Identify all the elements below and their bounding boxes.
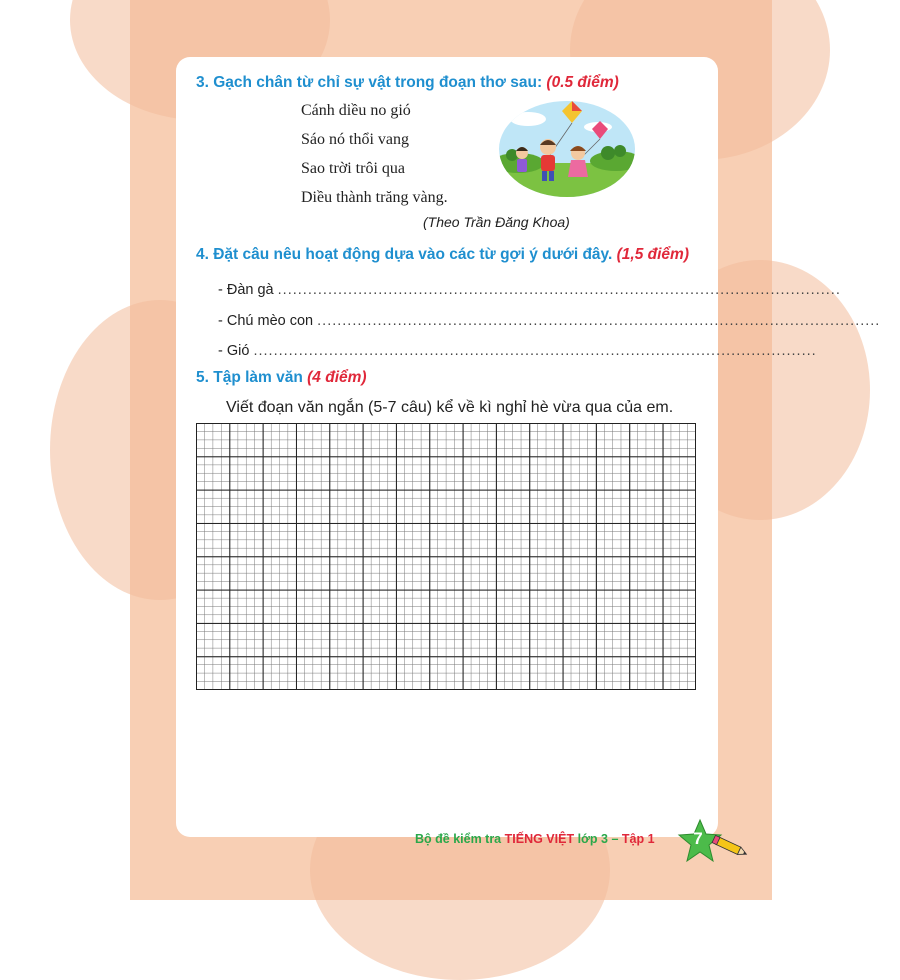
footer-volume: Tập 1 xyxy=(621,832,655,846)
exercise-line-3[interactable] xyxy=(218,343,817,359)
question-4-title xyxy=(196,246,689,264)
answer-blank-1[interactable]: ................................................................................................................ xyxy=(277,282,841,298)
exercise-item-1: - Đàn gà xyxy=(218,282,274,298)
footer-subject: TIẾNG VIỆT xyxy=(504,832,575,846)
exercise-line-2[interactable] xyxy=(218,313,881,329)
pencil-icon xyxy=(710,834,752,860)
worksheet-card xyxy=(176,57,881,837)
footer-separator: – xyxy=(607,832,622,846)
question-3-title xyxy=(196,74,619,92)
footer-title xyxy=(415,832,655,846)
question-3-text: 3. Gạch chân từ chỉ sự vật trong đoạn thơ sau: xyxy=(196,74,543,91)
poem-line-4: Diều thành trăng vàng. xyxy=(301,189,448,206)
question-5-title xyxy=(196,369,367,387)
footer-grade: lớp 3 xyxy=(577,832,608,846)
poem-source: (Theo Trần Đăng Khoa) xyxy=(423,214,570,230)
poem-line-3: Sao trời trôi qua xyxy=(301,160,405,177)
question-3-points: (0.5 điểm) xyxy=(546,74,619,91)
answer-blank-3[interactable]: ................................................................................................................ xyxy=(253,343,817,359)
question-4-text: 4. Đặt câu nêu hoạt động dựa vào các từ gợi ý dưới đây. xyxy=(196,246,613,263)
question-5-text: 5. Tập làm văn xyxy=(196,369,303,386)
exercise-item-2: - Chú mèo con xyxy=(218,313,314,329)
question-4-points: (1,5 điểm) xyxy=(616,246,689,263)
page-number: 7 xyxy=(693,829,703,848)
question-5-points: (4 điểm) xyxy=(307,369,367,386)
essay-prompt: Viết đoạn văn ngắn (5-7 câu) kể về kì nghỉ hè vừa qua của em. xyxy=(226,399,674,416)
writing-grid[interactable] xyxy=(196,423,696,690)
exercise-line-1[interactable] xyxy=(218,282,841,298)
answer-blank-2[interactable]: ................................................................................................................ xyxy=(317,313,881,329)
kite-children-illustration xyxy=(498,97,636,199)
exercise-item-3: - Gió xyxy=(218,343,250,359)
poem-line-2: Sáo nó thổi vang xyxy=(301,131,409,148)
poem-line-1: Cánh diều no gió xyxy=(301,102,411,119)
footer-prefix: Bộ đề kiểm tra xyxy=(415,832,502,846)
